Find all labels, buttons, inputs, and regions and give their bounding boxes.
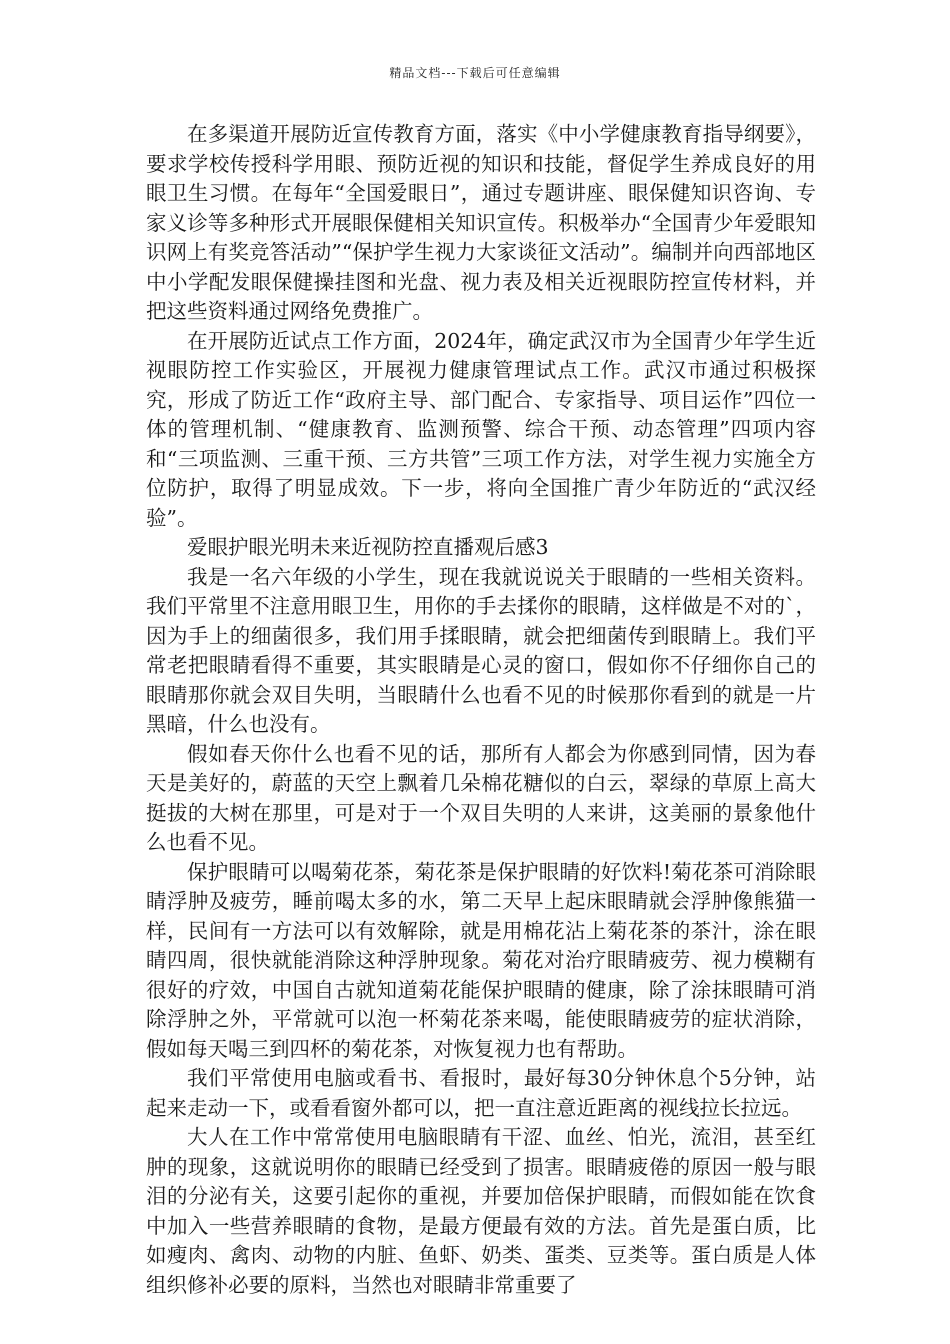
paragraph-chrysanthemum-tea: 保护眼睛可以喝菊花茶，菊花茶是保护眼睛的好饮料!菊花茶可消除眼睛浮肿及疲劳，睡前喝太多的水，第二天早上起床眼睛就会浮肿像熊猫一样，民间有一方法可以有效解除，就是用棉花沾上菊花茶的茶汁，涂在眼睛四周，很快就能消除这种浮肿现象。菊花对治疗眼睛疲劳、视力模糊有很好的疗效，中国自古就知道菊花能保护眼睛的健康，除了涂抹眼睛可消除浮肿之外，平常就可以泡一杯菊花茶来喝，能使眼睛疲劳的症状消除，假如每天喝三到四杯的菊花茶，对恢复视力也有帮助。 [146, 859, 816, 1061]
paragraph-anti-myopia-publicity: 在多渠道开展防近宣传教育方面，落实《中小学健康教育指导纲要》，要求学校传授科学用眼、预防近视的知识和技能，督促学生养成良好的用眼卫生习惯。在每年“全国爱眼日”，通过专题讲座、眼保健知识咨询、专家义诊等多种形式开展眼保健相关知识宣传。积极举办“全国青少年爱眼知识网上有奖竞答活动”“保护学生视力大家谈征文活动”。编制并向西部地区中小学配发眼保健操挂图和光盘、视力表及相关近视眼防控宣传材料，并把这些资料通过网络免费推广。 [146, 122, 816, 323]
paragraph-pilot-work: 在开展防近试点工作方面，2024年，确定武汉市为全国青少年学生近视眼防控工作实验区，开展视力健康管理试点工作。武汉市通过积极探究，形成了防近工作“政府主导、部门配合、专家指导、项目运作”四位一体的管理机制、“健康教育、监测预警、综合干预、动态管理”四项内容和“三项监测、三重干预、三方共管”三项工作方法，对学生视力实施全方位防护，取得了明显成效。下一步，将向全国推广青少年防近的“武汉经验”。 [146, 328, 816, 530]
page-header: 精品文档---下载后可任意编辑 [389, 66, 561, 80]
paragraph-spring: 假如春天你什么也看不见的话，那所有人都会为你感到同情，因为春天是美好的，蔚蓝的天空上飘着几朵棉花糖似的白云，翠绿的草原上高大挺拔的大树在那里，可是对于一个双目失明的人来讲，这美丽的景象他什么也看不见。 [146, 741, 816, 854]
paragraph-nutrition: 大人在工作中常常使用电脑眼睛有干涩、血丝、怕光，流泪，甚至红肿的现象，这就说明你的眼睛已经受到了损害。眼睛疲倦的原因一般与眼泪的分泌有关，这要引起你的重视，并要加倍保护眼睛，而假如能在饮食中加入一些营养眼睛的食物，是最方便最有效的方法。首先是蛋白质，比如瘦肉、禽肉、动物的内脏、鱼虾、奶类、蛋类、豆类等。蛋白质是人体组织修补必要的原料，当然也对眼睛非常重要了 [146, 1125, 816, 1297]
document-body [146, 120, 816, 1300]
paragraph-student-intro: 我是一名六年级的小学生，现在我就说说关于眼睛的一些相关资料。我们平常里不注意用眼卫生，用你的手去揉你的眼睛，这样做是不对的`，因为手上的细菌很多，我们用手揉眼睛，就会把细菌传到眼睛上。我们平常老把眼睛看得不重要，其实眼睛是心灵的窗口，假如你不仔细你自己的眼睛那你就会双目失明，当眼睛什么也看不见的时候那你看到的就是一片黑暗，什么也没有。 [146, 564, 816, 736]
paragraph-rest-advice: 我们平常使用电脑或看书、看报时，最好每30分钟休息个5分钟，站起来走动一下，或看看窗外都可以，把一直注意近距离的视线拉长拉远。 [146, 1066, 816, 1120]
section-heading: 爱眼护眼光明未来近视防控直播观后感3 [187, 535, 549, 559]
